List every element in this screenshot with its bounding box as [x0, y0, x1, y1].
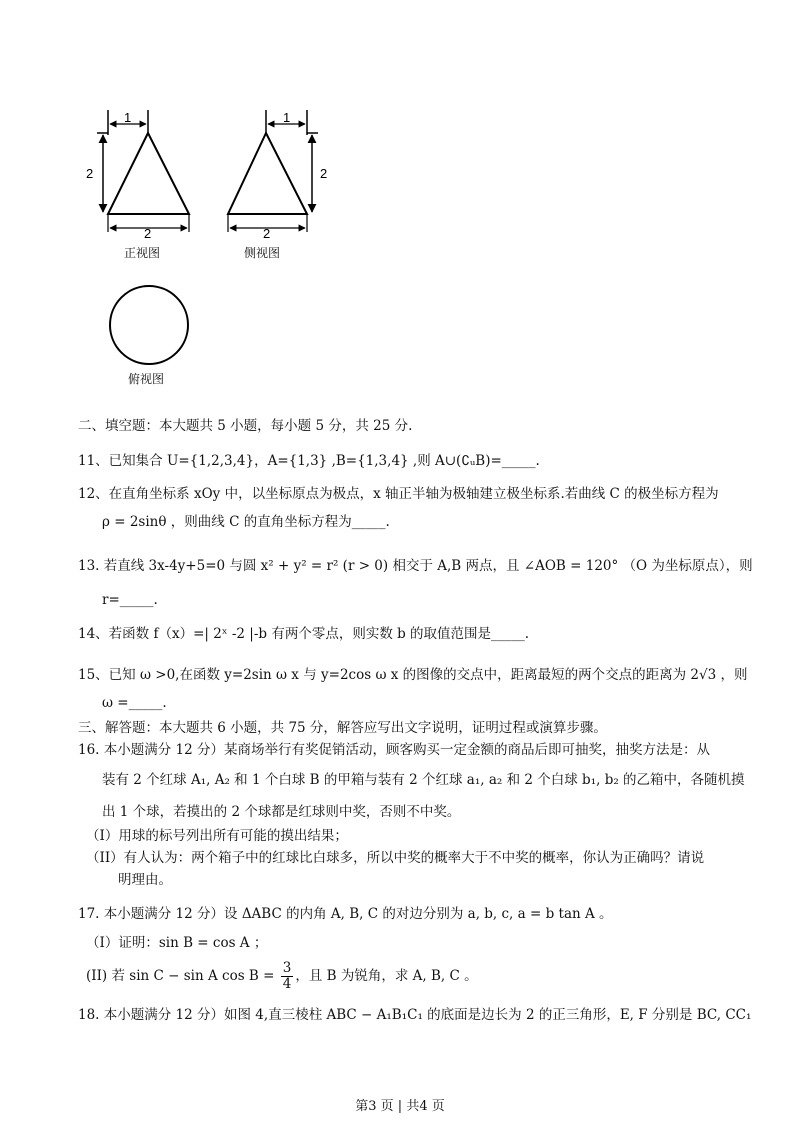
side-height-label: 2 — [320, 166, 328, 181]
q16-part2b: 明理由。 — [118, 872, 172, 888]
q16-part1: （I）用球的标号列出所有可能的摸出结果； — [86, 828, 348, 844]
q17-part2-end: ，且 B 为锐角，求 A, B, C 。 — [295, 968, 478, 984]
section2-heading: 二、填空题：本大题共 5 小题，每小题 5 分，共 25 分. — [78, 418, 413, 434]
front-width-label: 2 — [144, 226, 152, 241]
q12-line2: ρ = 2sinθ ，则曲线 C 的直角坐标方程为_____. — [102, 514, 390, 530]
page-footer: 第3 页 | 共4 页 — [355, 1099, 445, 1114]
q17-part1: （I）证明：sin B = cos A ； — [86, 935, 268, 951]
q17-frac-num: 3 — [282, 960, 292, 976]
side-view-caption: 侧视图 — [244, 246, 281, 260]
top-view — [110, 286, 188, 364]
q16-line1: 16. 本小题满分 12 分）某商场举行有奖促销活动，顾客购买一定金额的商品后即可抽奖，抽奖方法是：从 — [78, 742, 711, 758]
q17-line1: 17. 本小题满分 12 分）设 ΔABC 的内角 A, B, C 的对边分别为 a, b, c, a = b tan A 。 — [78, 906, 613, 922]
q16-part2: （II）有人认为：两个箱子中的红球比白球多，所以中奖的概率大于不中奖的概率，你认为正确吗？请说 — [86, 850, 705, 866]
front-apex-label: 1 — [124, 110, 132, 125]
q12-line1: 12、在直角坐标系 xOy 中，以坐标原点为极点，x 轴正半轴为极轴建立极坐标系.若曲线 C 的极坐标方程为 — [78, 486, 719, 502]
q17-frac-den: 4 — [282, 976, 292, 992]
three-view-figure — [0, 0, 800, 400]
side-width-label: 2 — [263, 226, 271, 241]
q16-line3: 出 1 个球，若摸出的 2 个球都是红球则中奖，否则不中奖。 — [102, 804, 461, 820]
q15-line1: 15、已知 ω >0,在函数 y=2sin ω x 与 y=2cos ω x 的图像的交点中，距离最短的两个交点的距离为 2√3 ，则 — [78, 667, 748, 683]
q15-line2: ω =_____. — [102, 695, 167, 711]
top-view-caption: 俯视图 — [128, 372, 165, 386]
q18-line1: 18. 本小题满分 12 分）如图 4,直三棱柱 ABC − A₁B₁C₁ 的底面是边长为 2 的正三角形，E, F 分别是 BC, CC₁ — [78, 1007, 752, 1023]
q14-text: 14、若函数 f（x）=| 2ˣ -2 |-b 有两个零点，则实数 b 的取值范围是_____. — [78, 626, 530, 642]
side-apex-label: 1 — [283, 110, 291, 125]
q16-line2: 装有 2 个红球 A₁, A₂ 和 1 个白球 B 的甲箱与装有 2 个红球 a₁, a₂ 和 2 个白球 b₁, b₂ 的乙箱中，各随机摸 — [102, 772, 745, 788]
q17-fraction — [281, 961, 294, 992]
front-height-label: 2 — [86, 166, 94, 181]
q13-line2: r=_____. — [102, 592, 158, 608]
q17-part2-start: (II) 若 sin C − sin A cos B = — [86, 968, 279, 984]
q17-part2 — [86, 961, 478, 992]
side-view — [228, 110, 327, 241]
q11-text: 11、已知集合 U={1,2,3,4}，A={1,3} ,B={1,3,4} ,则 A∪(∁ᵤB)=_____. — [78, 453, 540, 469]
front-view — [86, 110, 189, 241]
q13-line1: 13. 若直线 3x-4y+5=0 与圆 x² + y² = r² (r > 0) 相交于 A,B 两点，且 ∠AOB = 120° （O 为坐标原点），则 — [78, 558, 753, 574]
front-view-caption: 正视图 — [124, 246, 161, 260]
section3-heading: 三、解答题：本大题共 6 小题，共 75 分，解答应写出文字说明，证明过程或演算步骤。 — [78, 720, 607, 736]
